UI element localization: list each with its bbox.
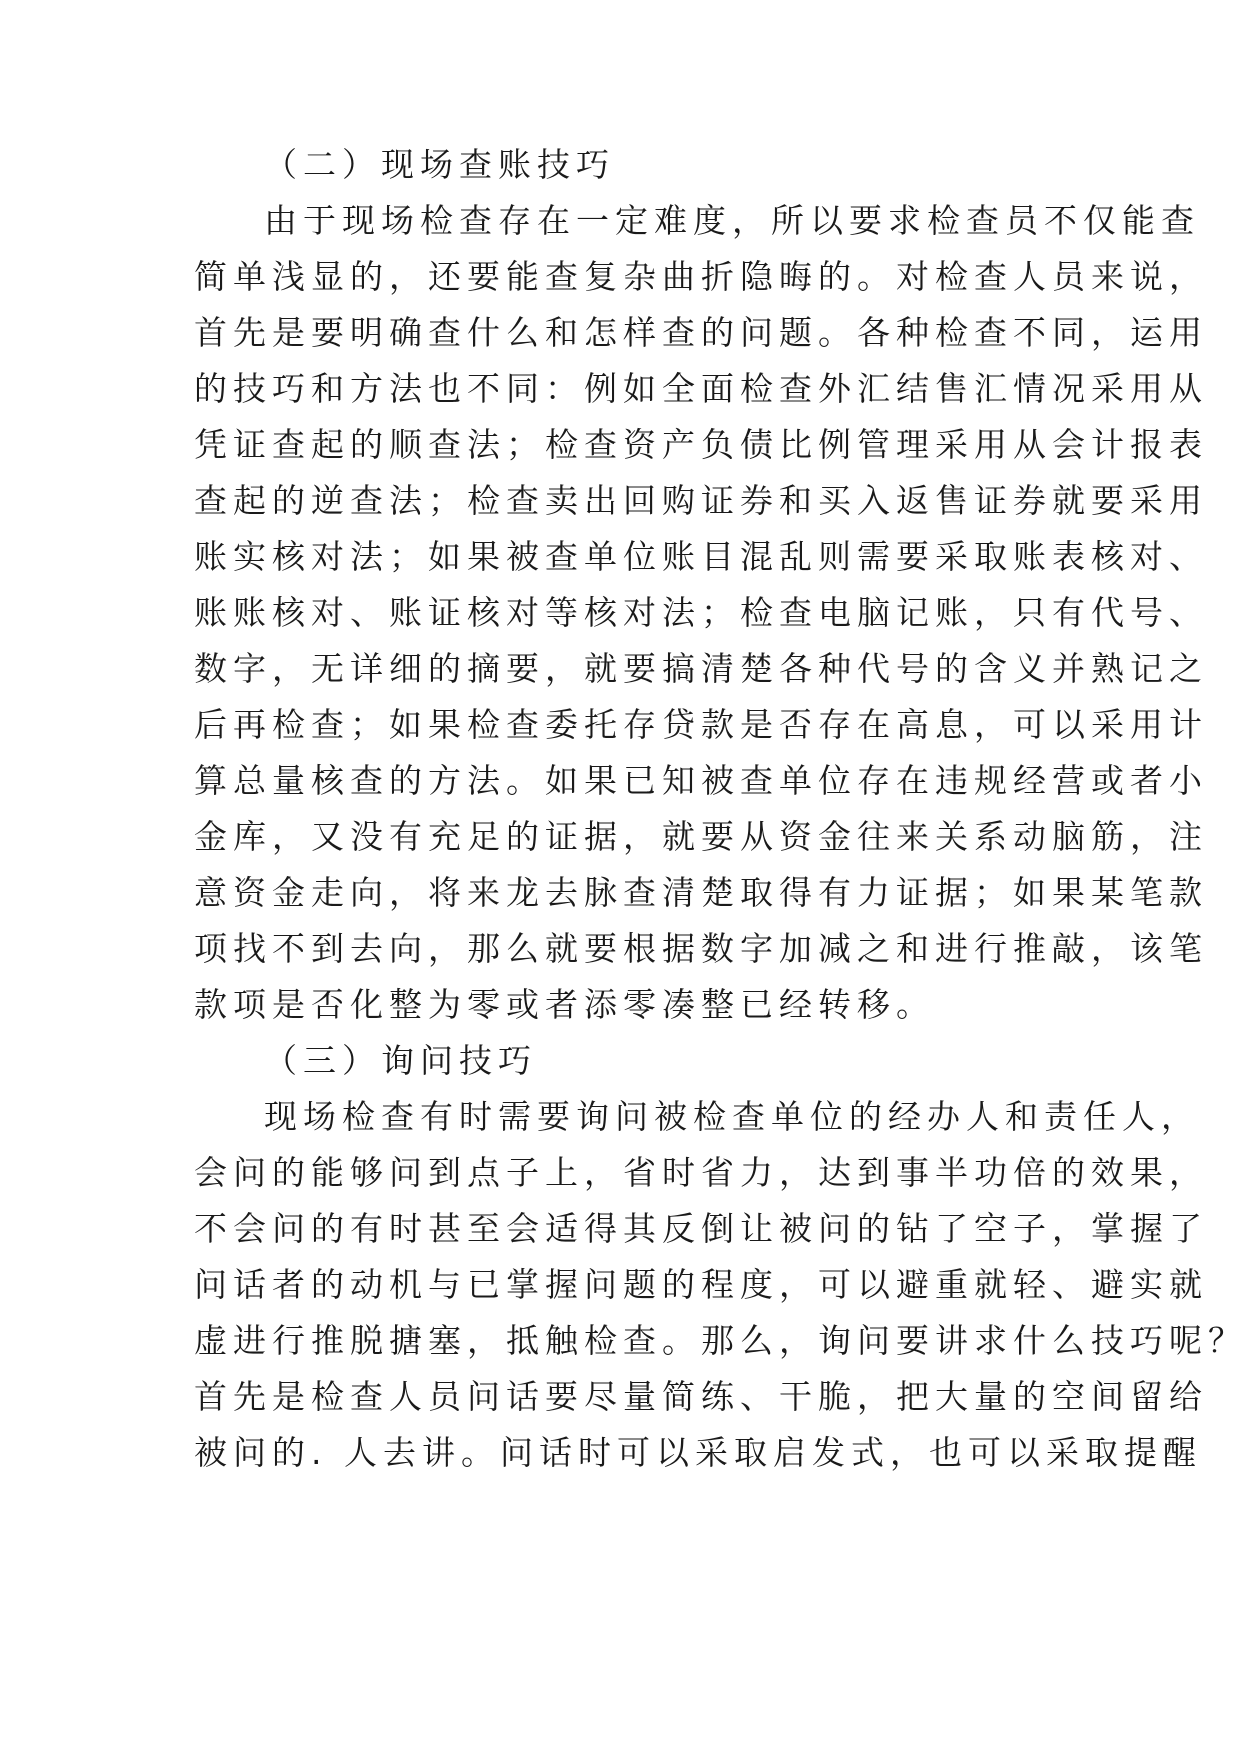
paragraph-line: 会问的能够问到点子上，省时省力，达到事半功倍的效果，: [194, 1153, 1208, 1192]
paragraph-line: 账实核对法；如果被查单位账目混乱则需要采取账表核对、: [194, 537, 1208, 576]
paragraph-line: 意资金走向，将来龙去脉查清楚取得有力证据；如果某笔款: [194, 873, 1208, 912]
paragraph-line: 账账核对、账证核对等核对法；检查电脑记账，只有代号、: [194, 593, 1208, 632]
section-heading-2: （二）现场查账技巧: [264, 145, 615, 184]
paragraph-line: 首先是检查人员问话要尽量简练、干脆，把大量的空间留给: [194, 1377, 1208, 1416]
paragraph-line: 项找不到去向，那么就要根据数字加减之和进行推敲，该笔: [194, 929, 1208, 968]
paragraph-line: 后再检查；如果检查委托存贷款是否存在高息，可以采用计: [194, 705, 1208, 744]
paragraph-line: 款项是否化整为零或者添零凑整已经转移。: [194, 985, 935, 1024]
paragraph-line: 首先是要明确查什么和怎样查的问题。各种检查不同，运用: [194, 313, 1208, 352]
paragraph-line: 算总量核查的方法。如果已知被查单位存在违规经营或者小: [194, 761, 1208, 800]
paragraph-line: 被问的. 人去讲。问话时可以采取启发式，也可以采取提醒: [194, 1433, 1202, 1472]
paragraph-line: 虚进行推脱搪塞，抵触检查。那么，询问要讲求什么技巧呢？: [194, 1321, 1247, 1360]
paragraph-line: 凭证查起的顺查法；检查资产负债比例管理采用从会计报表: [194, 425, 1208, 464]
paragraph-line: 问话者的动机与已掌握问题的程度，可以避重就轻、避实就: [194, 1265, 1208, 1304]
paragraph-line: 现场检查有时需要询问被检查单位的经办人和责任人，: [264, 1097, 1200, 1136]
paragraph-line: 数字，无详细的摘要，就要搞清楚各种代号的含义并熟记之: [194, 649, 1208, 688]
paragraph-line: 简单浅显的，还要能查复杂曲折隐晦的。对检查人员来说，: [194, 257, 1208, 296]
paragraph-line: 不会问的有时甚至会适得其反倒让被问的钻了空子，掌握了: [194, 1209, 1208, 1248]
section-heading-3: （三）询问技巧: [264, 1041, 537, 1080]
paragraph-line: 查起的逆查法；检查卖出回购证券和买入返售证券就要采用: [194, 481, 1208, 520]
paragraph-line: 由于现场检查存在一定难度，所以要求检查员不仅能查: [264, 201, 1200, 240]
paragraph-line: 金库，又没有充足的证据，就要从资金往来关系动脑筋，注: [194, 817, 1208, 856]
paragraph-line: 的技巧和方法也不同：例如全面检查外汇结售汇情况采用从: [194, 369, 1208, 408]
